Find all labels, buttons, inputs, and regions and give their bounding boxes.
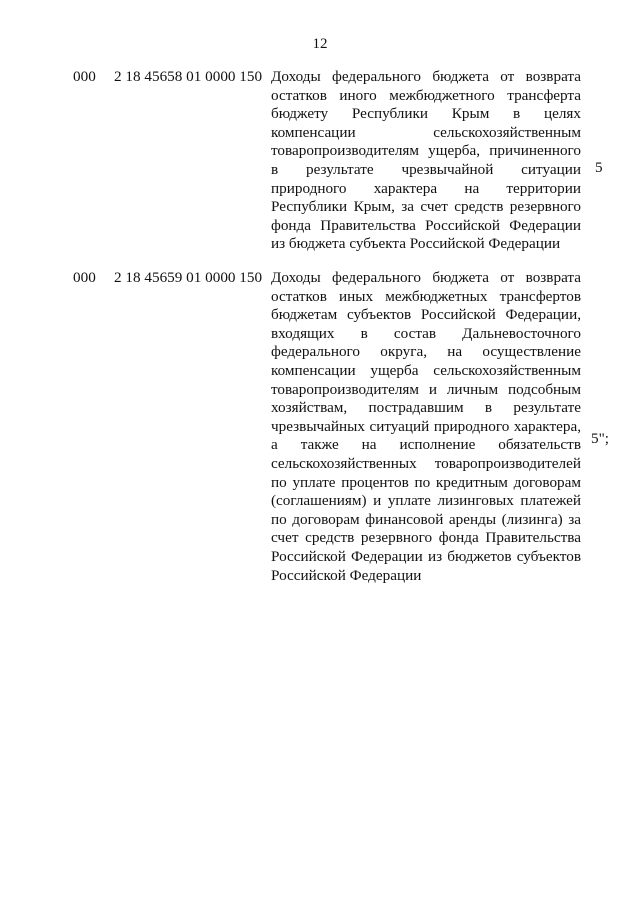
budget-classification-code: 2 18 45658 01 0000 150	[114, 68, 263, 85]
budget-classification-code: 2 18 45659 01 0000 150	[114, 269, 263, 286]
allocation-norm: 5";	[591, 430, 610, 447]
admin-code: 000	[73, 269, 96, 286]
allocation-norm: 5	[595, 159, 603, 176]
revenue-description: Доходы федерального бюджета от возврата остатков иного межбюджетного трансферта бюджету Республики Крым в целях компенсации сельскохозяйственным товаропроизводителям ущерба, причиненного в результате чрезвычайной ситуации природного характера на территории Республики Крым, за счет средств резервного фонда Правительства Российской Федерации из бюджета субъекта Российской Федерации	[271, 68, 581, 253]
page-number: 12	[312, 36, 328, 52]
revenue-description: Доходы федерального бюджета от возврата остатков иных межбюджетных трансфертов бюджетам субъектов Российской Федерации, входящих в состав Дальневосточного федерального округа, на осуществление компенсации ущерба сельскохозяйственным товаропроизводителям и личным подсобным хозяйствам, пострадавшим в результате чрезвычайных ситуаций природного характера, а также на исполнение обязательств сельскохозяйственных товаропроизводителей по уплате процентов по кредитным договорам (соглашениям) и уплате лизинговых платежей по договорам финансовой аренды (лизинга) за счет средств резервного фонда Правительства Российской Федерации из бюджетов субъектов Российской Федерации	[271, 269, 581, 584]
admin-code: 000	[73, 68, 96, 85]
